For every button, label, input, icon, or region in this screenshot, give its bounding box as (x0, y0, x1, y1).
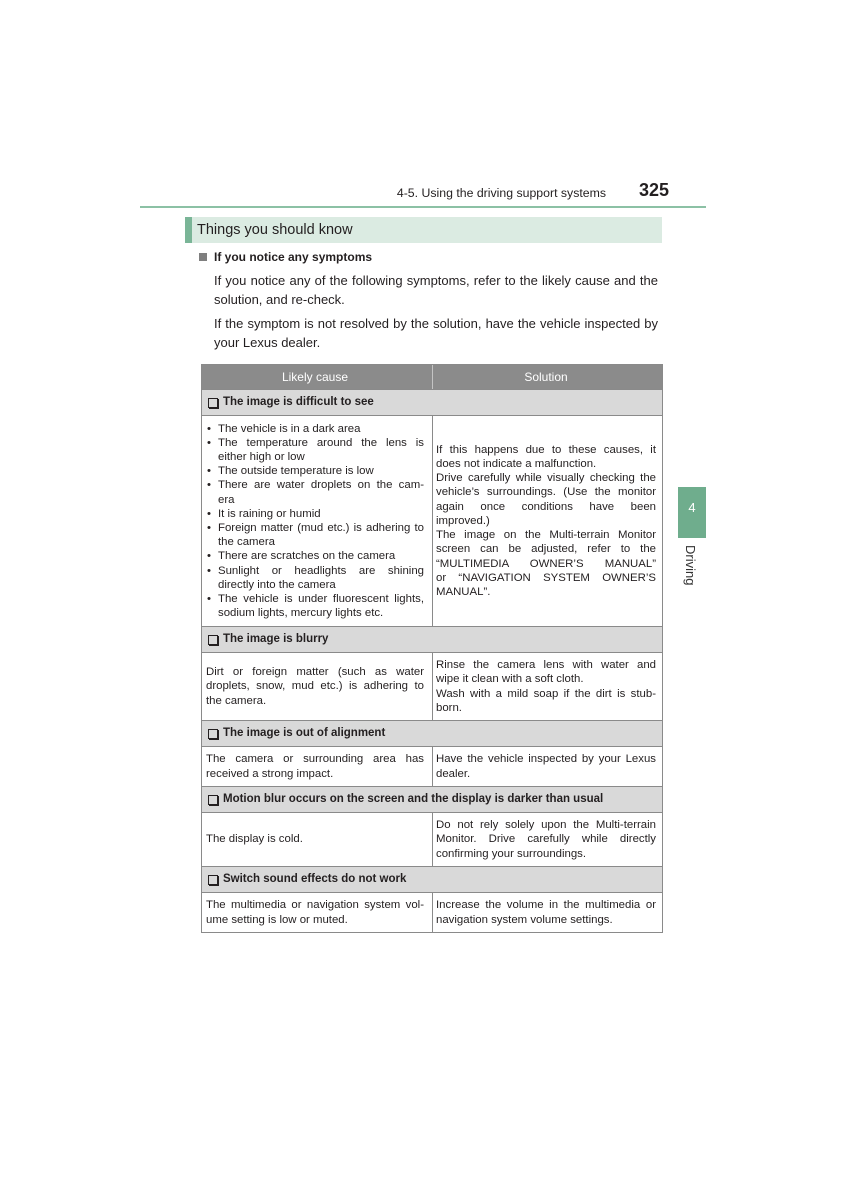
text-line: directly into the camera (218, 578, 336, 591)
text-line: Do not rely solely upon the Multi-terrain (436, 819, 656, 832)
bullet-icon (207, 464, 211, 478)
section-title: The image is difficult to see (223, 396, 374, 409)
text-line: The display is cold. (206, 833, 303, 846)
text-line: or “NAVIGATION SYSTEM OWNER’S (436, 571, 656, 584)
symptom-table (201, 364, 663, 933)
cause-text (206, 898, 424, 926)
cause-list (207, 422, 424, 621)
solution-text (436, 898, 656, 926)
text-line: Monitor. Drive carefully while directly (436, 833, 656, 846)
text-line: your Lexus dealer. (214, 335, 321, 350)
checkbox-icon (208, 635, 218, 645)
text-line: If the symptom is not resolved by the solution, have the vehicle inspected by (214, 316, 658, 331)
paragraph (214, 314, 658, 352)
bullet-icon (207, 549, 211, 563)
text-line: If this happens due to these causes, it (436, 443, 656, 456)
text-line: wipe it clean with a soft cloth. (436, 673, 584, 686)
paragraph (436, 528, 656, 599)
text-line: There are scratches on the camera (218, 550, 396, 563)
likely-cause-cell (202, 747, 433, 786)
bullet-icon (207, 436, 211, 450)
text-line: There are water droplets on the cam- (218, 479, 424, 492)
square-bullet-icon (199, 253, 207, 261)
checkbox-icon (208, 795, 218, 805)
cause-text (206, 752, 424, 780)
text-line: dealer. (436, 767, 471, 780)
table-header-row (202, 365, 662, 390)
text-line: The vehicle is under fluorescent lights, (218, 593, 424, 606)
text-line: confirming your surroundings. (436, 847, 587, 860)
text-line: ume setting is low or muted. (206, 913, 348, 926)
section-row (202, 390, 662, 416)
text-line: again once conditions have been (436, 500, 656, 513)
text-line: does not indicate a malfunction. (436, 458, 597, 471)
list-item (207, 464, 424, 478)
column-header-likely-cause: Likely cause (202, 365, 433, 389)
list-item (207, 592, 424, 620)
text-line: The camera or surrounding area has (206, 753, 424, 766)
text-line: Have the vehicle inspected by your Lexus (436, 753, 656, 766)
section-title: The image is blurry (223, 633, 329, 646)
text-line: Sunlight or headlights are shining (218, 564, 424, 577)
solution-cell (433, 416, 662, 626)
text-line: vehicle’s surroundings. (Use the monitor (436, 486, 656, 499)
bullet-icon (207, 478, 211, 492)
section-row (202, 867, 662, 893)
text-line: The outside temperature is low (218, 465, 374, 478)
checkbox-icon (208, 729, 218, 739)
text-line: screen can be adjusted, refer to the (436, 543, 656, 556)
chapter-number: 4 (688, 500, 696, 515)
section-row (202, 787, 662, 813)
text-line: MANUAL”. (436, 585, 491, 598)
text-line: Rinse the camera lens with water and (436, 659, 656, 672)
intro-text (214, 271, 658, 352)
bullet-icon (207, 507, 211, 521)
text-line: Increase the volume in the multimedia or (436, 899, 656, 912)
section-title: Switch sound effects do not work (223, 873, 407, 886)
section-row (202, 627, 662, 653)
text-line: The vehicle is in a dark area (218, 422, 361, 435)
list-item (207, 436, 424, 464)
text-line: sodium lights, mercury lights etc. (218, 607, 384, 620)
solution-cell (433, 813, 662, 866)
solution-cell (433, 893, 662, 932)
table-row (202, 813, 662, 867)
header-rule (140, 206, 706, 208)
text-line: Foreign matter (mud etc.) is adhering to (218, 522, 424, 534)
likely-cause-cell (202, 893, 433, 932)
running-header-section: 4-5. Using the driving support systems (396, 186, 606, 200)
column-header-solution: Solution (524, 369, 568, 384)
likely-cause-cell (202, 653, 433, 720)
list-item (207, 478, 424, 506)
paragraph (436, 658, 656, 686)
text-line: Drive carefully while visually checking the (436, 472, 656, 485)
text-line: Dirt or foreign matter (such as water (206, 666, 424, 679)
bullet-icon (207, 564, 211, 578)
list-item (207, 521, 424, 549)
text-line: improved.) (436, 514, 490, 527)
chapter-name: Driving (683, 545, 698, 586)
list-item (207, 507, 424, 521)
list-item (207, 564, 424, 592)
text-line: received a strong impact. (206, 767, 334, 780)
text-line: The multimedia or navigation system vol- (206, 899, 424, 912)
solution-text (436, 658, 656, 715)
text-line: born. (436, 701, 462, 714)
table-row (202, 416, 662, 627)
text-line: the camera (218, 536, 275, 549)
bullet-icon (207, 592, 211, 606)
text-line: It is raining or humid (218, 507, 321, 520)
text-line: either high or low (218, 450, 305, 463)
text-line: The image on the Multi-terrain Monitor (436, 529, 656, 542)
text-line: navigation system volume settings. (436, 913, 613, 926)
paragraph (436, 471, 656, 528)
likely-cause-cell (202, 416, 433, 626)
text-line: “MULTIMEDIA OWNER’S MANUAL” (436, 557, 656, 570)
bullet-icon (207, 422, 211, 436)
solution-text (436, 443, 656, 599)
page-number: 325 (639, 180, 670, 200)
cause-text (206, 665, 424, 708)
table-row (202, 893, 662, 932)
cause-text (206, 832, 424, 846)
table-row (202, 653, 662, 721)
section-heading: Things you should know (185, 217, 662, 243)
checkbox-icon (208, 398, 218, 408)
checkbox-icon (208, 875, 218, 885)
text-line: era (218, 493, 235, 506)
bullet-icon (207, 521, 211, 535)
solution-cell (433, 747, 662, 786)
text-line: The temperature around the lens is (218, 436, 424, 449)
solution-cell (433, 653, 662, 720)
solution-text (436, 818, 656, 861)
paragraph (436, 443, 656, 471)
text-line: solution, and re-check. (214, 292, 345, 307)
paragraph (214, 271, 658, 309)
subheading: If you notice any symptoms (214, 250, 373, 264)
text-line: the camera. (206, 694, 267, 707)
text-line: Wash with a mild soap if the dirt is stub- (436, 687, 656, 700)
section-row (202, 721, 662, 747)
likely-cause-cell (202, 813, 433, 866)
section-title: The image is out of alignment (223, 727, 386, 740)
paragraph (436, 687, 656, 715)
section-title: Motion blur occurs on the screen and the display is darker than usual (223, 793, 604, 806)
list-item (207, 549, 424, 563)
solution-text (436, 752, 656, 780)
text-line: droplets, snow, mud etc.) is adhering to (206, 680, 424, 693)
text-line: If you notice any of the following symptoms, refer to the likely cause and the (214, 273, 658, 288)
chapter-tab (678, 487, 706, 538)
table-row (202, 747, 662, 787)
list-item (207, 422, 424, 436)
